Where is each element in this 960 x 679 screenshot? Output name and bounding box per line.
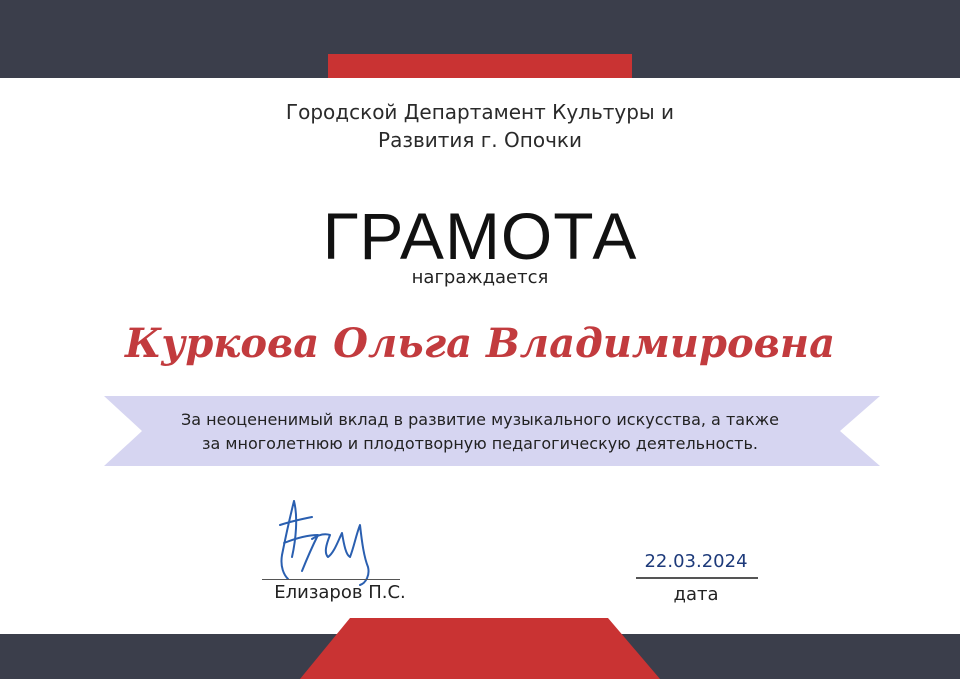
bottom-decor [0,618,960,679]
date-label: дата [673,584,719,605]
award-reason [150,408,810,456]
signer-name: Елизаров П.С. [274,582,406,603]
handwritten-signature [272,495,382,587]
award-reason-line-1: За неоцененимый вклад в развитие музыкального искусства, а также [181,410,779,429]
bottom-red-trapezoid [300,618,660,679]
certificate-subtitle: награждается [411,267,549,288]
organization-line-1: Городской Департамент Культуры и [285,100,675,124]
award-reason-line-2: за многолетнюю и плодотворную педагогическую деятельность. [202,434,758,453]
top-red-tab [328,54,632,78]
certificate-title: ГРАМОТА [322,199,638,273]
recipient-name: Куркова Ольга Владимировна [125,320,835,367]
organization-name [180,98,780,154]
organization-line-2: Развития г. Опочки [378,128,582,152]
date-line [636,577,758,579]
date-value: 22.03.2024 [644,551,748,572]
